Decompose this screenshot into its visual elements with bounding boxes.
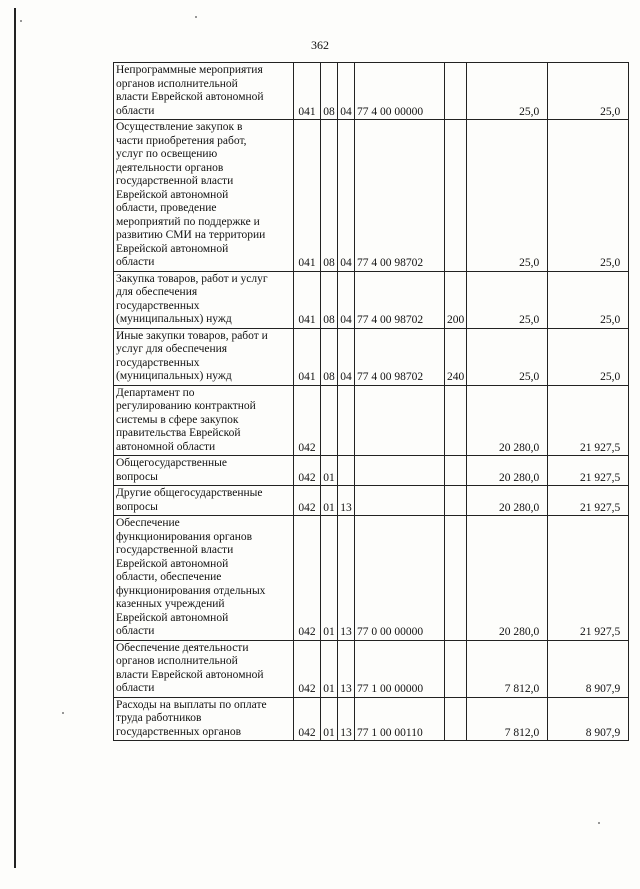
amount-year-1: 20 280,0 xyxy=(467,456,548,486)
amount-year-1: 25,0 xyxy=(467,120,548,272)
row-name xyxy=(114,63,294,120)
amount-year-2: 21 927,5 xyxy=(548,456,629,486)
subsection-code: 04 xyxy=(338,328,355,385)
expense-type-code xyxy=(445,120,467,272)
expense-type-code xyxy=(445,456,467,486)
row-name xyxy=(114,697,294,741)
expense-type-code xyxy=(445,516,467,641)
row-name xyxy=(114,328,294,385)
amount-year-1: 20 280,0 xyxy=(467,486,548,516)
target-article-code: 77 4 00 00000 xyxy=(355,63,445,120)
table-row xyxy=(114,63,629,120)
expense-type-code: 200 xyxy=(445,271,467,328)
scan-speck xyxy=(20,20,22,22)
subsection-code xyxy=(338,385,355,456)
admin-code: 042 xyxy=(294,640,321,697)
row-name-text: Департамент по регулированию контрактной системы в сфере закупок правительства Еврейской автономной области xyxy=(116,386,256,453)
row-name-text: Обеспечение деятельности органов исполнительной власти Еврейской автономной области xyxy=(116,641,264,694)
amount-year-1: 25,0 xyxy=(467,328,548,385)
row-name xyxy=(114,456,294,486)
table-row xyxy=(114,486,629,516)
subsection-code: 13 xyxy=(338,697,355,741)
scan-speck xyxy=(62,712,64,714)
scan-margin-line xyxy=(14,8,16,868)
target-article-code xyxy=(355,385,445,456)
amount-year-2: 25,0 xyxy=(548,271,629,328)
amount-year-1: 25,0 xyxy=(467,63,548,120)
section-code xyxy=(321,385,338,456)
row-name-text: Обеспечение функционирования органов государственной власти Еврейской автономной области, обеспечение функционирования отдельных казенных учреждений Еврейской автономной области xyxy=(116,517,266,637)
amount-year-2: 25,0 xyxy=(548,63,629,120)
admin-code: 041 xyxy=(294,120,321,272)
subsection-code: 13 xyxy=(338,516,355,641)
scan-speck xyxy=(195,16,197,18)
admin-code: 042 xyxy=(294,697,321,741)
row-name xyxy=(114,120,294,272)
subsection-code xyxy=(338,456,355,486)
row-name-text: Непрограммные мероприятия органов исполнительной власти Еврейской автономной области xyxy=(116,64,264,117)
admin-code: 042 xyxy=(294,385,321,456)
budget-table-body xyxy=(114,63,629,741)
section-code: 01 xyxy=(321,456,338,486)
target-article-code: 77 4 00 98702 xyxy=(355,120,445,272)
row-name-text: Другие общегосударственные вопросы xyxy=(116,487,263,513)
scan-speck xyxy=(598,822,600,824)
table-row xyxy=(114,385,629,456)
section-code: 08 xyxy=(321,120,338,272)
row-name-text: Расходы на выплаты по оплате труда работников государственных органов xyxy=(116,698,267,738)
row-name xyxy=(114,516,294,641)
expense-type-code xyxy=(445,697,467,741)
table-row xyxy=(114,120,629,272)
section-code: 01 xyxy=(321,697,338,741)
table-row xyxy=(114,640,629,697)
row-name-text: Осуществление закупок в части приобретения работ, услуг по освещению деятельности органов государственной власти Еврейской автономной области, проведение мероприятий по поддержке и развитию СМИ на территории Еврейской автономной области xyxy=(116,121,266,268)
table-row xyxy=(114,516,629,641)
subsection-code: 13 xyxy=(338,640,355,697)
page-number: 362 xyxy=(311,38,329,52)
target-article-code: 77 0 00 00000 xyxy=(355,516,445,641)
amount-year-2: 8 907,9 xyxy=(548,640,629,697)
amount-year-2: 21 927,5 xyxy=(548,385,629,456)
subsection-code: 04 xyxy=(338,271,355,328)
row-name xyxy=(114,640,294,697)
admin-code: 041 xyxy=(294,63,321,120)
target-article-code: 77 4 00 98702 xyxy=(355,328,445,385)
amount-year-1: 25,0 xyxy=(467,271,548,328)
row-name xyxy=(114,385,294,456)
admin-code: 041 xyxy=(294,328,321,385)
row-name-text: Иные закупки товаров, работ и услуг для обеспечения государственных (муниципальных) нужд xyxy=(116,329,268,382)
admin-code: 041 xyxy=(294,271,321,328)
subsection-code: 04 xyxy=(338,120,355,272)
amount-year-1: 7 812,0 xyxy=(467,697,548,741)
subsection-code: 13 xyxy=(338,486,355,516)
section-code: 08 xyxy=(321,271,338,328)
table-row xyxy=(114,271,629,328)
row-name-text: Закупка товаров, работ и услуг для обеспечения государственных (муниципальных) нужд xyxy=(116,272,268,325)
section-code: 01 xyxy=(321,640,338,697)
expense-type-code xyxy=(445,640,467,697)
amount-year-1: 7 812,0 xyxy=(467,640,548,697)
amount-year-1: 20 280,0 xyxy=(467,516,548,641)
table-row xyxy=(114,456,629,486)
admin-code: 042 xyxy=(294,516,321,641)
target-article-code xyxy=(355,486,445,516)
row-name xyxy=(114,271,294,328)
amount-year-1: 20 280,0 xyxy=(467,385,548,456)
amount-year-2: 8 907,9 xyxy=(548,697,629,741)
table-row xyxy=(114,328,629,385)
row-name xyxy=(114,486,294,516)
amount-year-2: 25,0 xyxy=(548,328,629,385)
target-article-code: 77 1 00 00110 xyxy=(355,697,445,741)
section-code: 08 xyxy=(321,63,338,120)
target-article-code: 77 1 00 00000 xyxy=(355,640,445,697)
subsection-code: 04 xyxy=(338,63,355,120)
expense-type-code xyxy=(445,385,467,456)
amount-year-2: 21 927,5 xyxy=(548,486,629,516)
row-name-text: Общегосударственные вопросы xyxy=(116,457,228,483)
amount-year-2: 21 927,5 xyxy=(548,516,629,641)
expense-type-code xyxy=(445,63,467,120)
amount-year-2: 25,0 xyxy=(548,120,629,272)
target-article-code: 77 4 00 98702 xyxy=(355,271,445,328)
table-row xyxy=(114,697,629,741)
expense-type-code xyxy=(445,486,467,516)
admin-code: 042 xyxy=(294,486,321,516)
section-code: 01 xyxy=(321,486,338,516)
budget-table xyxy=(113,62,629,741)
section-code: 01 xyxy=(321,516,338,641)
target-article-code xyxy=(355,456,445,486)
admin-code: 042 xyxy=(294,456,321,486)
expense-type-code: 240 xyxy=(445,328,467,385)
section-code: 08 xyxy=(321,328,338,385)
